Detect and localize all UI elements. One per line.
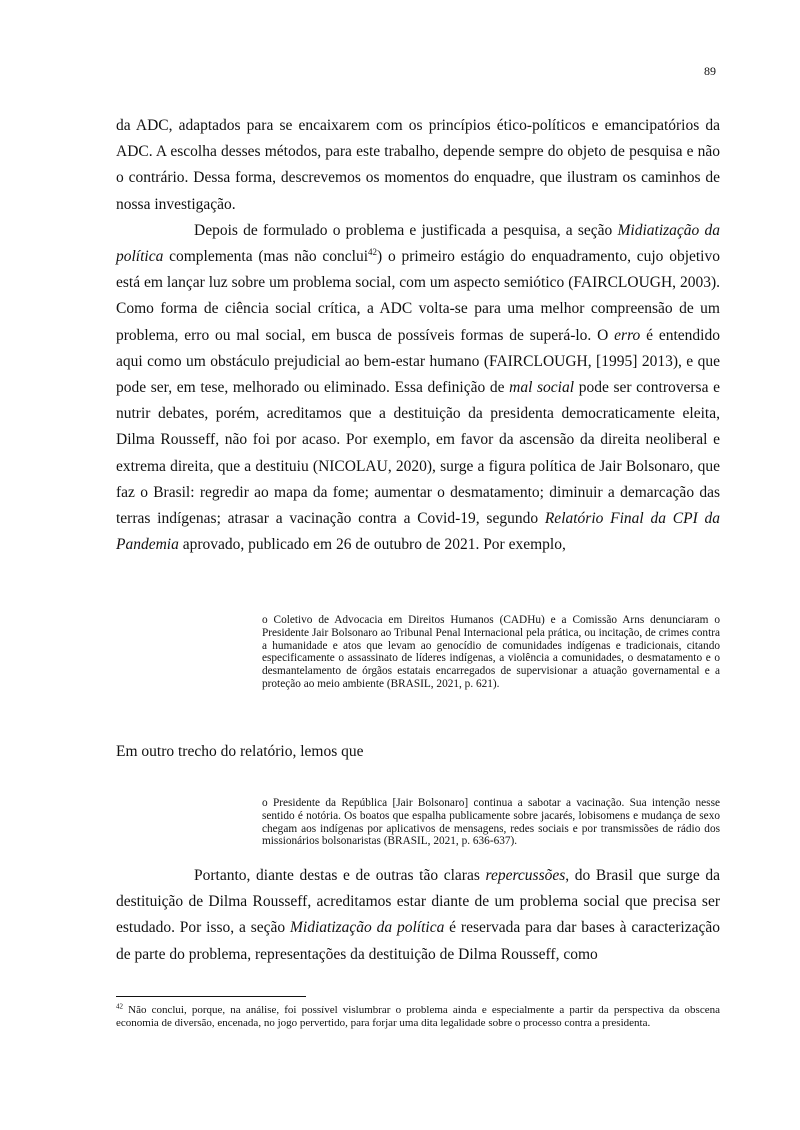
block-quote-1: o Coletivo de Advocacia em Direitos Humanos (CADHu) e a Comissão Arns denunciaram o Presidente Jair Bolsonaro ao Tribunal Penal Internacional pela prática, ou incitação, de crimes contra a humanidade e atos que levam ao genocídio de comunidades indígenas e tradicionais, citando especificamente o assassinato de líderes indígenas, a violência a comunidades, o desmatamento e o desmantelamento de órgãos estatais encarregados de supervisionar a atuação governamental e a proteção ao meio ambiente (BRASIL, 2021, p. 621). <box>262 614 720 690</box>
paragraph-text: , do Brasil que surge da destituição de Dilma Rousseff, acreditamos estar diante de um problema social que precisa ser estudado. Por isso, a seção <box>116 867 721 937</box>
paragraph-text: pode ser controversa e nutrir debates, porém, acreditamos que a destituição da presidenta democraticamente eleita, Dilma Rousseff, não foi por acaso. Por exemplo, em favor da ascensão da direita neoliberal e extrema direita, que a destituiu (NICOLAU, 2020), surge a figura política de Jair Bolsonaro, que faz o Brasil: regredir ao mapa da fome; aumentar o desmatamento; diminuir a demarcação das terras indígenas; atrasar a vacinação contra a Covid-19, segundo <box>116 379 720 528</box>
paragraph-text: Portanto, diante destas e de outras tão claras <box>194 867 486 884</box>
term-italic: mal social <box>509 379 575 397</box>
page-number: 89 <box>704 64 716 78</box>
term-italic: repercussões <box>485 867 566 884</box>
paragraph-portanto <box>116 863 720 968</box>
main-text-block-bottom <box>116 863 720 968</box>
paragraph-midiatizacao <box>116 218 720 559</box>
section-title-italic: Midiatização da política <box>116 221 720 266</box>
paragraph-text: complementa (mas não conclui <box>163 248 369 266</box>
transition-sentence: Em outro trecho do relatório, lemos que <box>116 743 364 760</box>
block-quote-2: o Presidente da República [Jair Bolsonaro] continua a sabotar a vacinação. Sua intenção nesse sentido é notória. Os boatos que espalha publicamente sobre jacarés, lobisomens e mudança de sexo chegam aos indígenas por aplicativos de mensagens, redes sociais e por transmissões de rádio dos missionários bolsonaristas (BRASIL, 2021, p. 636-637). <box>262 797 720 848</box>
paragraph-text: aprovado, publicado em 26 de outubro de 2021. Por exemplo, <box>178 536 566 554</box>
footnote <box>116 1004 720 1030</box>
paragraph-continuation: da ADC, adaptados para se encaixarem com os princípios ético-políticos e emancipatórios da ADC. A escolha desses métodos, para este trabalho, depende sempre do objeto de pesquisa e não o contrário. Dessa forma, descrevemos os momentos do enquadre, que ilustram os caminhos de nossa investigação. <box>116 117 720 213</box>
footnote-divider <box>116 996 306 997</box>
main-text-block-top <box>116 113 720 558</box>
term-italic: erro <box>614 326 641 344</box>
paragraph-text: é entendido aqui como um obstáculo prejudicial ao bem-estar humano (FAIRCLOUGH, [1995] 2013), e que pode ser, em tese, melhorado ou eliminado. Essa definição de <box>116 326 720 397</box>
paragraph-text: é reservada para dar bases à caracterização de parte do problema, representações da destituição de Dilma Rousseff, como <box>116 919 720 963</box>
footnote-text: Não conclui, porque, na análise, foi possível vislumbrar o problema ainda e especialmente a partir da perspectiva da obscena economia de diversão, encenada, no jogo pervertido, para forjar uma dita legalidade sobre o processo contra a presidenta. <box>116 1004 720 1029</box>
footnote-reference: 42 <box>368 246 378 257</box>
paragraph-text: ) o primeiro estágio do enquadramento, cujo objetivo está em lançar luz sobre um problema social, com um aspecto semiótico (FAIRCLOUGH, 2003). Como forma de ciência social crítica, a ADC volta-se para uma melhor compreensão de um problema, erro ou mal social, em busca de possíveis formas de superá-lo. O <box>116 248 720 344</box>
section-title-italic: Midiatização da política <box>290 919 445 937</box>
report-title-italic: Relatório Final da CPI da Pandemia <box>116 510 720 554</box>
paragraph-text: Depois de formulado o problema e justificada a pesquisa, a seção <box>194 221 618 239</box>
footnote-marker: 42 <box>116 1002 123 1011</box>
